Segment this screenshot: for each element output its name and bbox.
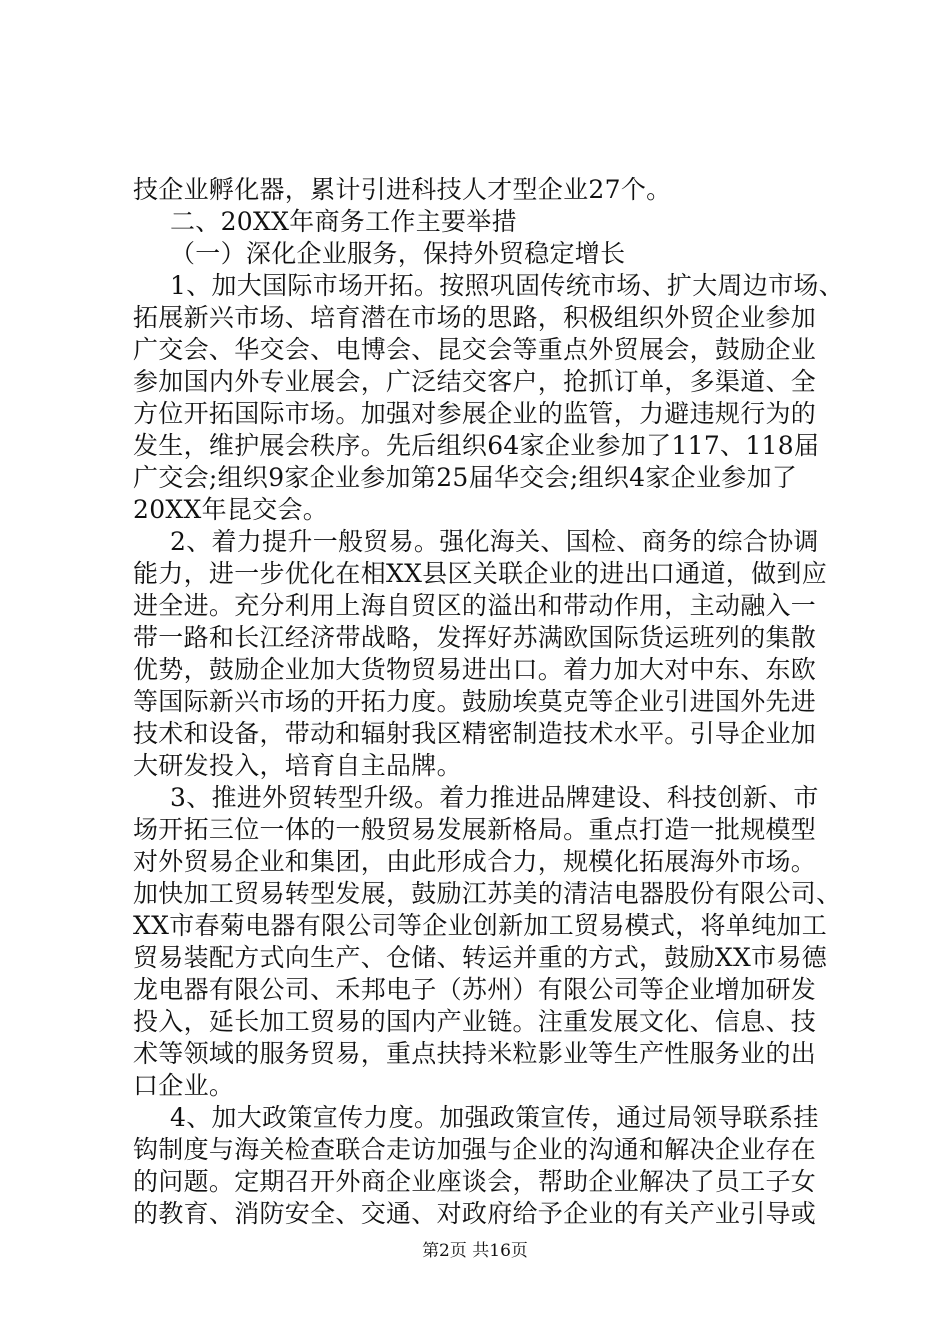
text-line: 投入，延长加工贸易的国内产业链。注重发展文化、信息、技 bbox=[133, 1007, 817, 1036]
text-line: 大研发投入，培育自主品牌。 bbox=[133, 751, 462, 780]
text-line: 发生，维护展会秩序。先后组织64家企业参加了117、118届 bbox=[133, 431, 820, 460]
text-line: 口企业。 bbox=[133, 1071, 235, 1100]
text-line: XX市春菊电器有限公司等企业创新加工贸易模式，将单纯加工 bbox=[133, 911, 827, 940]
text-line: 进全进。充分利用上海自贸区的溢出和带动作用，主动融入一 bbox=[133, 591, 817, 620]
text-line: 3、推进外贸转型升级。着力推进品牌建设、科技创新、市 bbox=[170, 783, 819, 812]
text-line: 钩制度与海关检查联合走访加强与企业的沟通和解决企业存在 bbox=[133, 1135, 817, 1164]
text-line: 技术和设备，带动和辐射我区精密制造技术水平。引导企业加 bbox=[133, 719, 817, 748]
subsection-heading: （一）深化企业服务，保持外贸稳定增长 bbox=[170, 239, 626, 268]
text-line: 2、着力提升一般贸易。强化海关、国检、商务的综合协调 bbox=[170, 527, 819, 556]
text-line: 广交会、华交会、电博会、昆交会等重点外贸展会，鼓励企业 bbox=[133, 335, 817, 364]
text-line: 能力，进一步优化在相XX县区关联企业的进出口通道，做到应 bbox=[133, 559, 827, 588]
text-line: 术等领域的服务贸易，重点扶持米粒影业等生产性服务业的出 bbox=[133, 1039, 817, 1068]
text-line: 加快加工贸易转型发展，鼓励江苏美的清洁电器股份有限公司、 bbox=[133, 879, 842, 908]
text-line: 等国际新兴市场的开拓力度。鼓励埃莫克等企业引进国外先进 bbox=[133, 687, 817, 716]
text-line: 带一路和长江经济带战略，发挥好苏满欧国际货运班列的集散 bbox=[133, 623, 817, 652]
text-line: 参加国内外专业展会，广泛结交客户，抢抓订单，多渠道、全 bbox=[133, 367, 817, 396]
text-line: 广交会;组织9家企业参加第25届华交会;组织4家企业参加了 bbox=[133, 463, 798, 492]
text-line: 优势，鼓励企业加大货物贸易进出口。着力加大对中东、东欧 bbox=[133, 655, 817, 684]
text-line: 龙电器有限公司、禾邦电子（苏州）有限公司等企业增加研发 bbox=[133, 975, 817, 1004]
text-line: 拓展新兴市场、培育潜在市场的思路，积极组织外贸企业参加 bbox=[133, 303, 817, 332]
text-line: 贸易装配方式向生产、仓储、转运并重的方式，鼓励XX市易德 bbox=[133, 943, 827, 972]
text-line: 4、加大政策宣传力度。加强政策宣传，通过局领导联系挂 bbox=[170, 1103, 819, 1132]
text-line: 的问题。定期召开外商企业座谈会，帮助企业解决了员工子女 bbox=[133, 1167, 817, 1196]
text-line: 场开拓三位一体的一般贸易发展新格局。重点打造一批规模型 bbox=[133, 815, 817, 844]
text-line: 的教育、消防安全、交通、对政府给予企业的有关产业引导或 bbox=[133, 1199, 817, 1228]
text-line: 方位开拓国际市场。加强对参展企业的监管，力避违规行为的 bbox=[133, 399, 817, 428]
page-footer: 第2页 共16页 bbox=[422, 1241, 528, 1261]
text-line: 1、加大国际市场开拓。按照巩固传统市场、扩大周边市场、 bbox=[170, 271, 845, 300]
text-line: 20XX年昆交会。 bbox=[133, 495, 329, 524]
text-line: 技企业孵化器，累计引进科技人才型企业27个。 bbox=[133, 175, 672, 204]
text-line: 对外贸易企业和集团，由此形成合力，规模化拓展海外市场。 bbox=[133, 847, 817, 876]
section-heading: 二、20XX年商务工作主要举措 bbox=[170, 207, 517, 236]
